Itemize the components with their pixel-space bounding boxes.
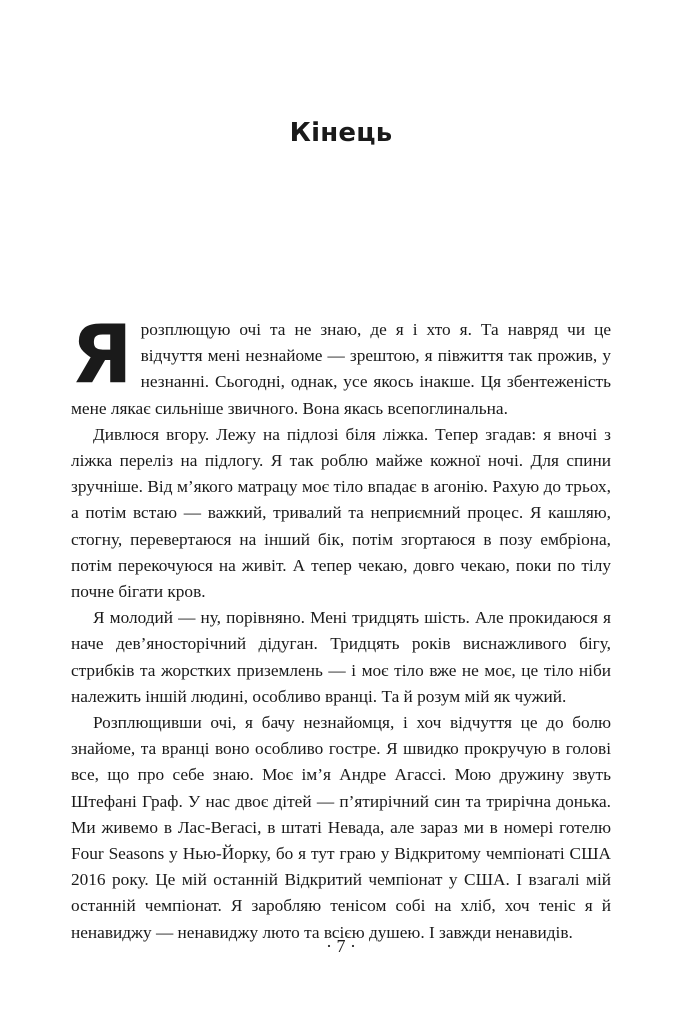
chapter-title: Кінець bbox=[289, 118, 393, 148]
paragraph-3: Я молодий — ну, порівняно. Мені тридцять шість. Але прокидаюся я наче дев’яносторічний дідуган. Тридцять років виснажливого бігу, стрибків та жорстких приземлень — і моє тіло вже не моє, це тіло ніби належить іншій людині, особливо вранці. Та й розум мій як чужий. bbox=[71, 608, 611, 706]
paragraph-1 bbox=[71, 308, 611, 422]
paragraph-4: Розплющивши очі, я бачу незнайомця, і хоч відчуття це до болю знайоме, та вранці воно особливо гостре. Я швидко прокручую в голові все, що про себе знаю. Моє ім’я Андре Агассі. Мою дружину звуть Штефані Граф. У нас двоє дітей — п’ятирічний син та трирічна донька. Ми живемо в Лас-Вегасі, в штаті Невада, але зараз ми в номері готелю Four Seasons у Нью-Йорку, бо я тут граю у Відкритому чемпіонаті США 2016 року. Це мій останній Відкритий чемпіонат у США. І взагалі мій останній чемпіонат. Я заробляю тенісом собі на хліб, хоч теніс я й ненавиджу — ненавиджу люто та всією душею. І завжди ненавидів. bbox=[71, 713, 611, 942]
paragraph-2: Дивлюся вгору. Лежу на підлозі біля ліжка. Тепер згадав: я вночі з ліжка переліз на підлогу. Я так роблю майже кожної ночі. Для спини зручніше. Від м’якого матрацу моє тіло впадає в агонію. Рахую до трьох, а потім встаю — важкий, тривалий та неприємний процес. Я кашляю, стогну, перевертаюся на інший бік, потім згортаюся в позу ембріона, потім перекочуюся на живіт. А тепер чекаю, довго чекаю, поки по тілу почне бігати кров. bbox=[71, 424, 611, 602]
drop-cap: Я bbox=[71, 308, 133, 401]
page-number: · 7 · bbox=[326, 936, 356, 956]
chapter-body bbox=[71, 308, 611, 946]
paragraph-1-text: розплющую очі та не знаю, де я і хто я. Та навряд чи це відчуття мені незнайоме — зрештою, я півжиття так прожив, у незнанні. Сьогодні, однак, усе якось інакше. Ця збентеженість мене лякає сильніше звичного. Вона якась всепоглинальна. bbox=[71, 320, 611, 418]
